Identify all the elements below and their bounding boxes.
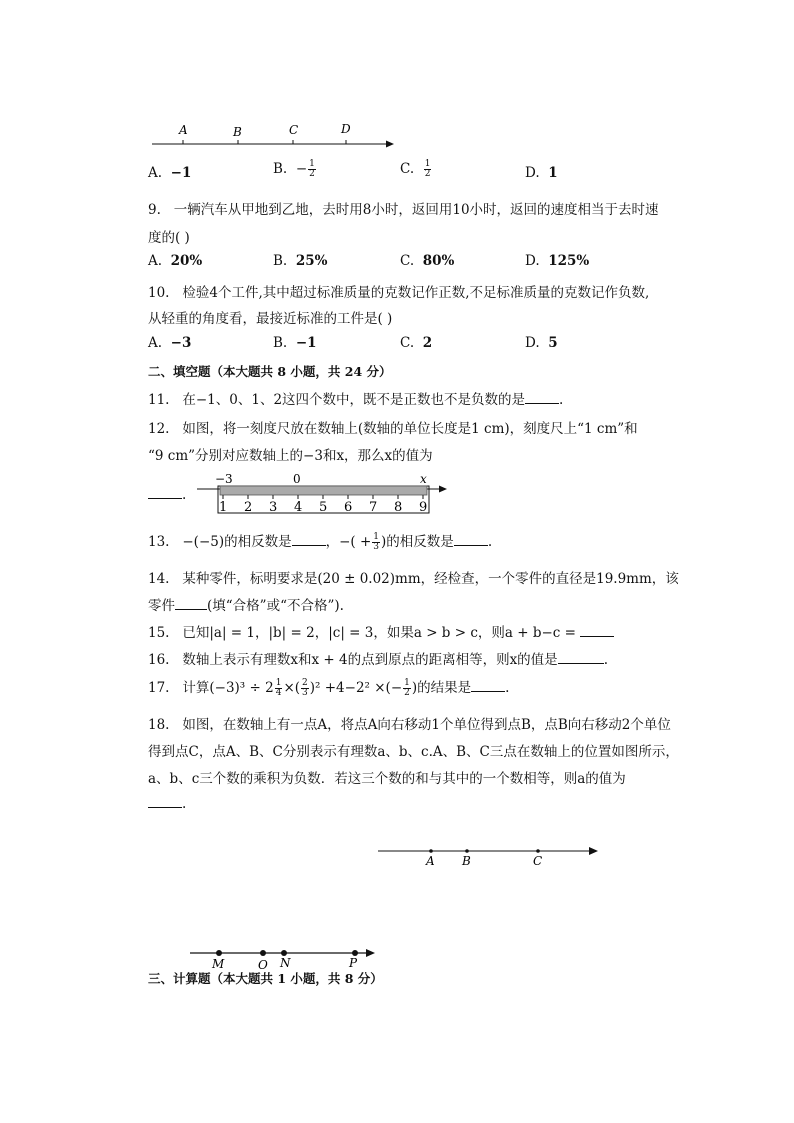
fraction: $\frac{1}{4}$ (275, 678, 282, 698)
question-text: 已知|a| = 1，|b| = 2，|c| = 3，如果a > b > c，则a + b−c = (182, 625, 576, 641)
q14-line-1 (148, 567, 679, 587)
section-2-title: 二、填空题（本大题共 8 小题，共 24 分） (148, 364, 392, 379)
abc-number-line (376, 840, 604, 872)
answer-blank[interactable] (558, 651, 604, 664)
question-number: 17. (148, 680, 170, 696)
fraction: $\frac{1}{3}$ (373, 532, 380, 552)
q9-line-2: 度的( ) (148, 230, 190, 246)
answer-blank[interactable] (580, 624, 614, 637)
question-number: 14. (148, 571, 170, 587)
point-label-a: A (179, 123, 188, 137)
answer-blank[interactable] (148, 795, 182, 808)
answer-blank[interactable] (175, 597, 207, 610)
option-letter: C. (400, 161, 415, 177)
q13: 13. −(−5)的相反数是 ，−( + $\frac{1}{3}$ )的相反数是 . (148, 532, 493, 552)
point-label-b: B (462, 854, 471, 868)
q17: 17. 计算(−3)³ ÷ 2 $\frac{1}{4}$ ×( $\frac{2}{3}$ )² +4−2² ×(− $\frac{1}{2}$ )的结果是 . (148, 678, 510, 698)
option-letter: D. (525, 165, 540, 181)
point-label-c: C (289, 123, 299, 137)
question-text: 某种零件，标明要求是(20 ± 0.02)mm，经检查，一个零件的直径是19.9mm，该 (182, 571, 679, 587)
question-number: 15. (148, 625, 170, 641)
option-sign: − (170, 165, 182, 181)
q8-option-a (148, 165, 191, 181)
ruler-tick-6: 6 (344, 500, 353, 515)
ruler-tick-4: 4 (294, 500, 303, 515)
question-text: 在−1、0、1、2这四个数中，既不是正数也不是负数的是 (182, 392, 526, 408)
q12-blank-line: . (148, 486, 186, 503)
option-sign: − (295, 161, 308, 177)
axis-label-neg3: −3 (215, 472, 233, 486)
question-text: 数轴上表示有理数x和x + 4的点到原点的距离相等，则x的值是 (182, 652, 558, 668)
question-number: 18. (148, 717, 170, 733)
ruler-tick-3: 3 (269, 500, 278, 515)
q11: 11. 在−1、0、1、2这四个数中，既不是正数也不是负数的是 . (148, 392, 564, 408)
answer-blank[interactable] (454, 533, 488, 546)
ruler-tick-7: 7 (369, 500, 378, 515)
point-label-n: N (280, 956, 291, 970)
point-label-c: C (533, 854, 543, 868)
answer-blank[interactable] (525, 391, 559, 404)
axis-label-x: x (420, 472, 427, 486)
point-label-b: B (233, 125, 242, 139)
question-number: 11. (148, 392, 170, 408)
question-number: 16. (148, 652, 170, 668)
axis-label-zero: 0 (293, 472, 301, 486)
q18-line-1 (148, 713, 671, 733)
fraction: $\frac{1}{2}$ (424, 159, 431, 179)
question-number: 12. (148, 421, 170, 437)
q8-option-b (273, 160, 317, 179)
q8-option-c (400, 160, 432, 179)
q10-option-c: C. 2 (400, 335, 433, 351)
q8-option-d (525, 165, 558, 181)
question-text: 如图，在数轴上有一点A，将点A向右移动1个单位得到点B，点B向右移动2个单位 (182, 717, 671, 733)
section-3-title: 三、计算题（本大题共 1 小题，共 8 分） (148, 971, 383, 986)
answer-blank[interactable] (471, 679, 505, 692)
fraction: $\frac{1}{2}$ (404, 678, 410, 698)
q10-option-b: B. −1 (273, 335, 317, 351)
q9-line-1 (148, 198, 659, 218)
fraction: $\frac{1}{2}$ (309, 159, 315, 179)
ruler-tick-1: 1 (219, 500, 228, 515)
q15 (148, 621, 614, 641)
q18-blank-line: . (148, 795, 186, 812)
option-letter: B. (273, 161, 288, 177)
q9-option-d: D. 125% (525, 253, 590, 269)
point-label-m: M (212, 957, 225, 971)
q9-option-c: C. 80% (400, 253, 455, 269)
option-value: 1 (548, 165, 558, 181)
question-text: 如图，将一刻度尺放在数轴上(数轴的单位长度是1 cm)，刻度尺上“1 cm”和 (182, 421, 638, 437)
q10-line-2: 从轻重的角度看，最接近标准的工件是( ) (148, 311, 393, 327)
question-number: 9. (148, 202, 161, 218)
point-label-d: D (341, 122, 351, 136)
top-number-line (148, 118, 408, 154)
question-number: 13. (148, 534, 170, 550)
ruler-figure (193, 470, 455, 516)
q10-line-1 (148, 281, 649, 301)
ruler-ticks (223, 495, 423, 499)
mon-number-line (186, 942, 382, 972)
answer-blank[interactable] (148, 486, 182, 499)
question-text: 一辆汽车从甲地到乙地，去时用8小时，返回用10小时，返回的速度相当于去时速 (173, 202, 659, 218)
q9-option-b: B. 25% (273, 253, 328, 269)
q10-option-a: A. −3 (148, 335, 192, 351)
question-number: 10. (148, 285, 170, 301)
point-label-p: P (349, 956, 358, 970)
answer-blank[interactable] (292, 533, 326, 546)
q10-option-d: D. 5 (525, 335, 558, 351)
option-letter: A. (148, 165, 163, 181)
q18-line-3: a、b、c三个数的乘积为负数．若这三个数的和与其中的一个数相等，则a的值为 (148, 771, 626, 787)
q9-option-a: A. 20% (148, 253, 203, 269)
fraction: $\frac{2}{3}$ (302, 678, 308, 698)
point-label-a: A (426, 854, 435, 868)
ruler-tick-2: 2 (244, 500, 253, 515)
q12-line-2: “9 cm”分别对应数轴上的−3和x，那么x的值为 (148, 448, 433, 464)
q14-line-2: 零件 (填“合格”或“不合格”). (148, 598, 344, 614)
q12-line-1 (148, 417, 638, 437)
question-text: 检验4个工件,其中超过标准质量的克数记作正数,不足标准质量的克数记作负数, (182, 285, 650, 301)
point-label-o: O (258, 958, 268, 972)
option-value: 1 (181, 165, 192, 181)
ruler-tick-8: 8 (394, 500, 403, 515)
q16: 16. 数轴上表示有理数x和x + 4的点到原点的距离相等，则x的值是 . (148, 652, 608, 668)
ruler-tick-9: 9 (419, 500, 428, 515)
ruler-tick-5: 5 (319, 500, 328, 515)
q18-line-2: 得到点C，点A、B、C分别表示有理数a、b、c.A、B、C三点在数轴上的位置如图所示， (148, 744, 679, 760)
